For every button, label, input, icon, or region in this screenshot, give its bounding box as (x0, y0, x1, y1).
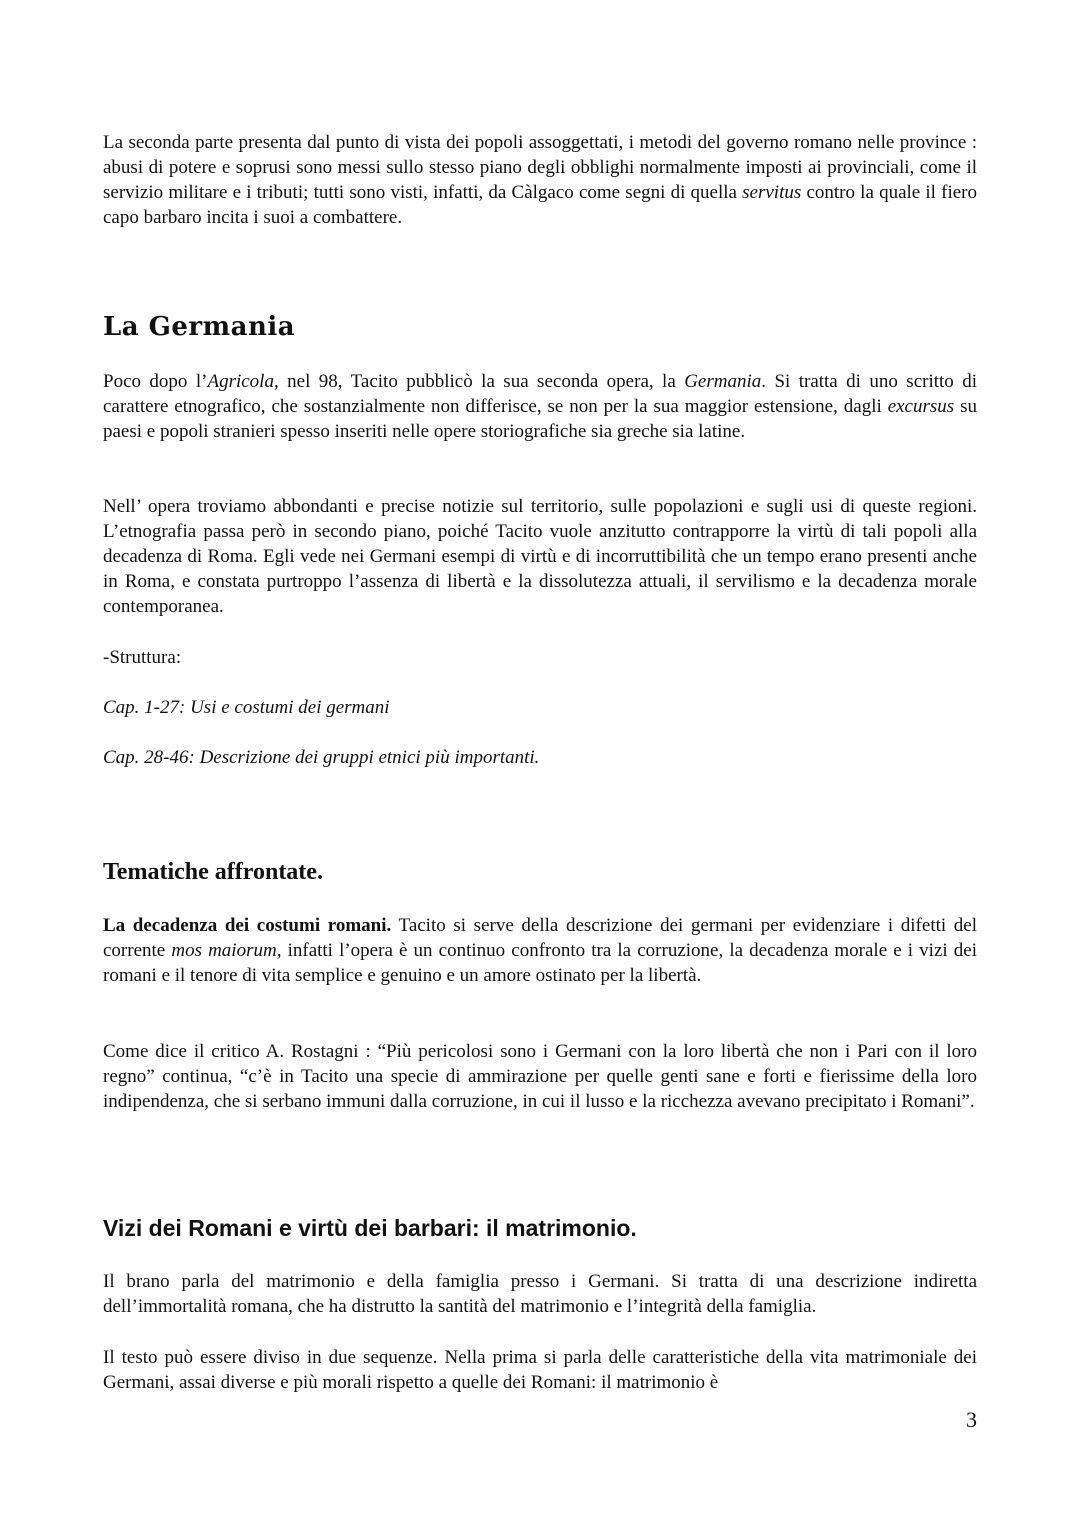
text-run: su paesi e popoli stranieri spesso inseriti nelle opere storiografiche sia greche sia latine. (103, 396, 977, 442)
germania-paragraph-2 (103, 494, 977, 619)
text-run: Tacito si serve della descrizione dei germani per evidenziare i difetti del corrente (103, 915, 977, 961)
italic-term: excursus (887, 396, 955, 417)
text-run: infatti l’opera è un continuo confronto tra la corruzione, la decadenza morale e i vizi dei romani e il tenore di vita semplice e genuino e un amore ostinato per la libertà. (103, 940, 978, 986)
chapter-line-2 (103, 745, 977, 770)
paragraph-text: Il brano parla del matrimonio e della famiglia presso i Germani. Si tratta di una descrizione indiretta dell’immortalità romana, che ha distrutto la santità del matrimonio e l’integrità della famiglia. (103, 1271, 977, 1317)
text-run: Poco dopo l’ (103, 371, 208, 392)
text-run: . Si tratta di uno scritto di carattere etnografico, che sostanzialmente non differisce, se non per la sua maggior estensione, dagli (103, 371, 978, 417)
page-number: 3 (966, 1407, 977, 1432)
matrimonio-paragraph-1 (103, 1269, 977, 1319)
section-heading-tematiche (103, 858, 977, 886)
bold-lead: La decadenza dei costumi romani. (103, 915, 392, 936)
section-heading-matrimonio (103, 1214, 977, 1242)
text-run: , nel 98, Tacito pubblicò la sua seconda opera, la (273, 371, 685, 392)
heading-text: Tematiche affrontate. (103, 859, 323, 885)
intro-paragraph (103, 130, 977, 230)
paragraph-text: Il testo può essere diviso in due sequenze. Nella prima si parla delle caratteristiche della vita matrimoniale dei Germani, assai diverse e più morali rispetto a quelle dei Romani: il matrimonio è (103, 1347, 977, 1393)
chapter-line-1 (103, 695, 977, 720)
matrimonio-paragraph-2 (103, 1345, 977, 1395)
structure-label (103, 645, 977, 670)
italic-term: Germania (684, 371, 762, 392)
italic-term: servitus (742, 182, 802, 203)
paragraph-text: Nell’ opera troviamo abbondanti e precise notizie sul territorio, sulle popolazioni e sugli usi di queste regioni. L’etnografia passa però in secondo piano, poiché Tacito vuole anzitutto contrapporre la virtù di tali popoli alla decadenza di Roma. Egli vede nei Germani esempi di virtù e di incorruttibilità che un tempo erano presenti anche in Roma, e constata purtroppo l’assenza di libertà e la dissolutezza attuali, il servilismo e la decadenza morale contemporanea. (103, 496, 977, 617)
tematiche-paragraph-2 (103, 1039, 977, 1114)
germania-paragraph-1 (103, 369, 977, 444)
paragraph-text: Come dice il critico A. Rostagni : “Più pericolosi sono i Germani con la loro libertà che non i Pari con il loro regno” continua, “c’è in Tacito una specie di ammirazione per quelle genti sane e forti e fierissime della loro indipendenza, che si serbano immuni dalla corruzione, in cui il lusso e la ricchezza avevano precipitato i Romani”. (103, 1041, 977, 1112)
italic-term: Agricola (207, 371, 274, 392)
tematiche-paragraph-1 (103, 913, 977, 988)
label-text: -Struttura: (103, 647, 182, 668)
chapter-text: Cap. 1-27: Usi e costumi dei germani (103, 697, 390, 718)
heading-text: La Germania (103, 312, 296, 342)
chapter-text: Cap. 28-46: Descrizione dei gruppi etnici più importanti. (103, 747, 540, 768)
text-run: La seconda parte presenta dal punto di vista dei popoli assoggettati, i metodi del governo romano nelle province : abusi di potere e soprusi sono messi sullo stesso piano degli obblighi normalmente imposti ai provinciali, come il servizio militare e i tributi; tutti sono visti, infatti, da Càlgaco come segni di quella (103, 132, 977, 203)
text-run: contro la quale il fiero capo barbaro incita i suoi a combattere. (103, 182, 977, 228)
heading-text: Vizi dei Romani e virtù dei barbari: il matrimonio. (103, 1215, 637, 1241)
section-heading-germania (103, 312, 977, 342)
italic-term: mos maiorum, (171, 940, 282, 961)
